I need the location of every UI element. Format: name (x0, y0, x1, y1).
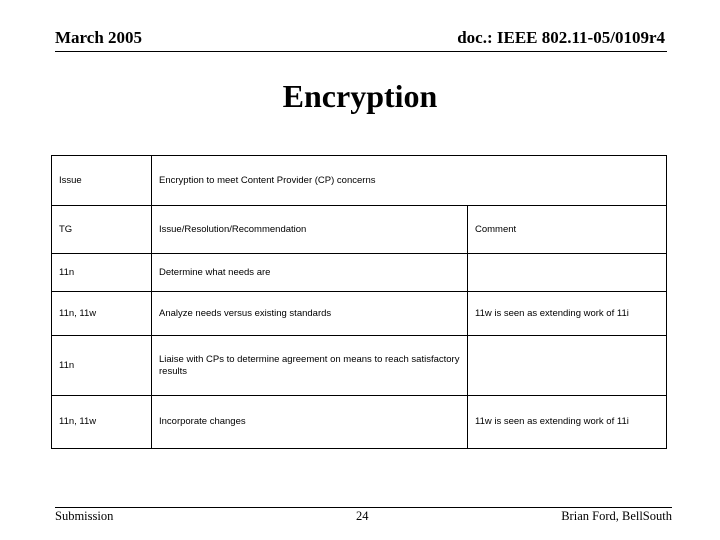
column-header-resolution: Issue/Resolution/Recommendation (152, 206, 468, 254)
issue-label: Issue (52, 156, 152, 206)
table-row (52, 254, 667, 292)
table-row (52, 336, 667, 396)
row-resolution: Incorporate changes (152, 396, 468, 449)
footer-submission: Submission (55, 509, 114, 523)
row-comment: 11w is seen as extending work of 11i (468, 396, 667, 449)
table-header-row (52, 206, 667, 254)
footer-author: Brian Ford, BellSouth (561, 509, 672, 523)
column-header-comment: Comment (468, 206, 667, 254)
row-comment (468, 254, 667, 292)
header-rule (55, 51, 667, 52)
row-resolution: Analyze needs versus existing standards (152, 292, 468, 336)
slide-title: Encryption (282, 78, 438, 114)
footer-rule (55, 507, 672, 508)
row-resolution: Liaise with CPs to determine agreement on means to reach satisfactory results (152, 336, 468, 396)
header-date: March 2005 (55, 28, 143, 47)
row-tg: 11n (52, 254, 152, 292)
table-row (52, 292, 667, 336)
issue-table (51, 155, 667, 449)
row-tg: 11n (52, 336, 152, 396)
column-header-tg: TG (52, 206, 152, 254)
issue-text: Encryption to meet Content Provider (CP) concerns (152, 156, 667, 206)
row-tg: 11n, 11w (52, 292, 152, 336)
page-number: 24 (356, 509, 369, 523)
header-doc-id: doc.: IEEE 802.11-05/0109r4 (457, 28, 665, 47)
row-tg: 11n, 11w (52, 396, 152, 449)
row-comment (468, 336, 667, 396)
table-row (52, 396, 667, 449)
row-resolution: Determine what needs are (152, 254, 468, 292)
table-issue-row (52, 156, 667, 206)
row-comment: 11w is seen as extending work of 11i (468, 292, 667, 336)
